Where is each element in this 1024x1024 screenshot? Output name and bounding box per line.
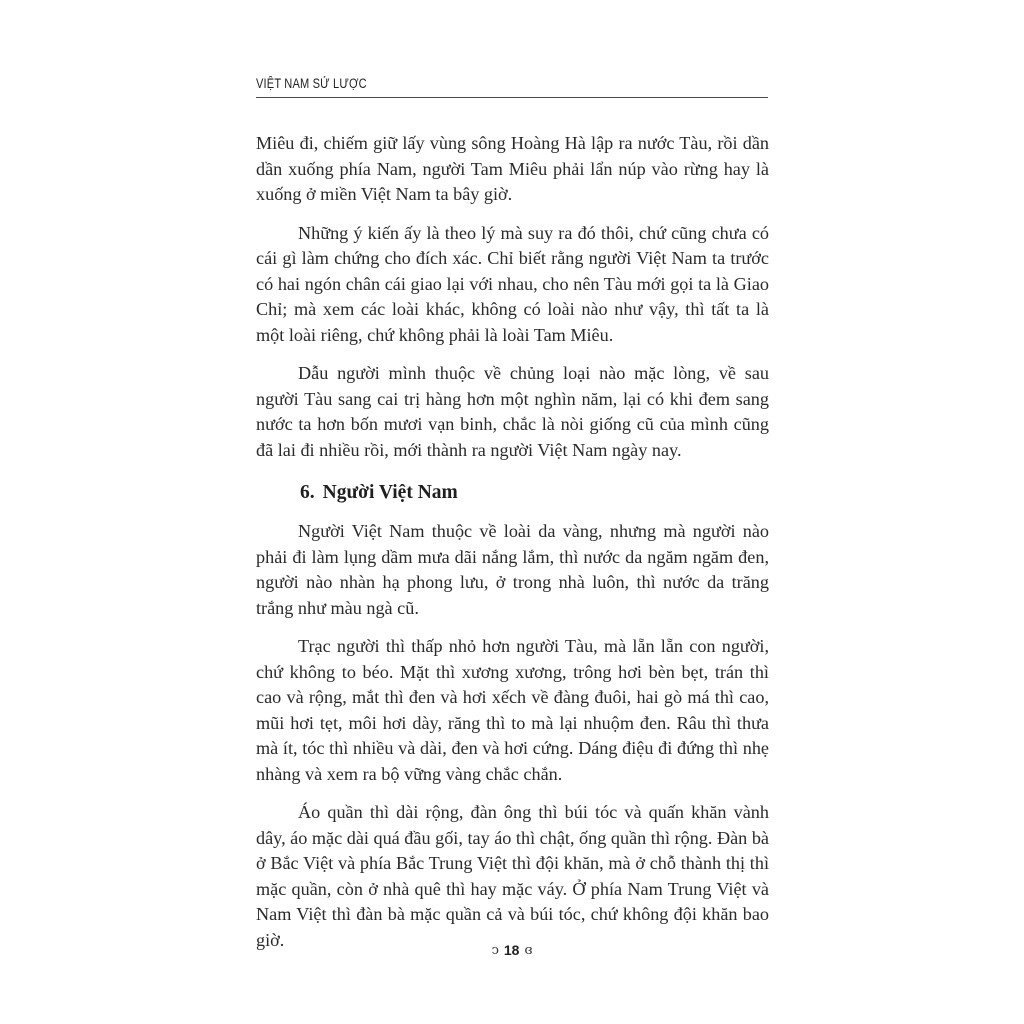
paragraph: Trạc người thì thấp nhỏ hơn người Tàu, mà lẵn lẵn con người, chứ không to béo. Mặt thì xương xương, trông hơi bèn bẹt, trán thì cao và rộng, mắt thì đen và hơi xếch về đàng đuôi, hai gò má thì cao, mũi hơi tẹt, môi hơi dày, răng thì to mà lại nhuộm đen. Râu thì thưa mà ít, tóc thì nhiều và dài, đen và hơi cứng. Dáng điệu đi đứng thì nhẹ nhàng và xem ra bộ vững vàng chắc chắn. [256, 636, 769, 784]
paragraph: Người Việt Nam thuộc về loài da vàng, nhưng mà người nào phải đi làm lụng dầm mưa dãi nắng lắm, thì nước da ngăm ngăm đen, người nào nhàn hạ phong lưu, ở trong nhà luôn, thì nước da trăng trắng như màu ngà cũ. [256, 521, 769, 618]
section-number: 6. [300, 482, 315, 503]
left-ornament-icon: ↄ [491, 943, 499, 958]
paragraph: Những ý kiến ấy là theo lý mà suy ra đó thôi, chứ cũng chưa có cái gì làm chứng cho đích xác. Chỉ biết rằng người Việt Nam ta trước có hai ngón chân cái giao lại với nhau, cho nên Tàu mới gọi ta là Giao Chỉ; mà xem các loài khác, không có loài nào như vậy, thì tất ta là một loài riêng, chứ không phải là loài Tam Miêu. [256, 222, 769, 345]
body-text [256, 131, 769, 966]
paragraph: Áo quần thì dài rộng, đàn ông thì búi tóc và quấn khăn vành dây, áo mặc dài quá đầu gối, tay áo thì chật, ống quần thì rộng. Đàn bà ở Bắc Việt và phía Bắc Trung Việt thì đội khăn, mà ở chỗ thành thị thì mặc quần, còn ở nhà quê thì hay mặc váy. Ở phía Nam Trung Việt và Nam Việt thì đàn bà mặc quần cả và búi tóc, chứ không đội khăn bao giờ. [256, 802, 769, 950]
page-number: 18 [503, 942, 520, 958]
paragraph: Dẫu người mình thuộc về chủng loại nào mặc lòng, về sau người Tàu sang cai trị hàng hơn một nghìn năm, lại có khi đem sang nước ta hơn bốn mươi vạn binh, chắc là nòi giống cũ của mình cũng đã lai đi nhiều rồi, mới thành ra người Việt Nam ngày nay. [256, 363, 769, 460]
section-title: Người Việt Nam [322, 482, 458, 503]
section-heading [300, 480, 769, 506]
paragraph-continued: Miêu đi, chiếm giữ lấy vùng sông Hoàng Hà lập ra nước Tàu, rồi dần dần xuống phía Nam, người Tam Miêu phải lẩn núp vào rừng hay là xuống ở miền Việt Nam ta bây giờ. [256, 133, 769, 204]
right-ornament-icon: ɞ [524, 943, 533, 958]
header-rule [256, 97, 768, 98]
running-header-title: VIỆT NAM SỬ LƯỢC [256, 76, 367, 91]
page-footer [0, 942, 1024, 958]
